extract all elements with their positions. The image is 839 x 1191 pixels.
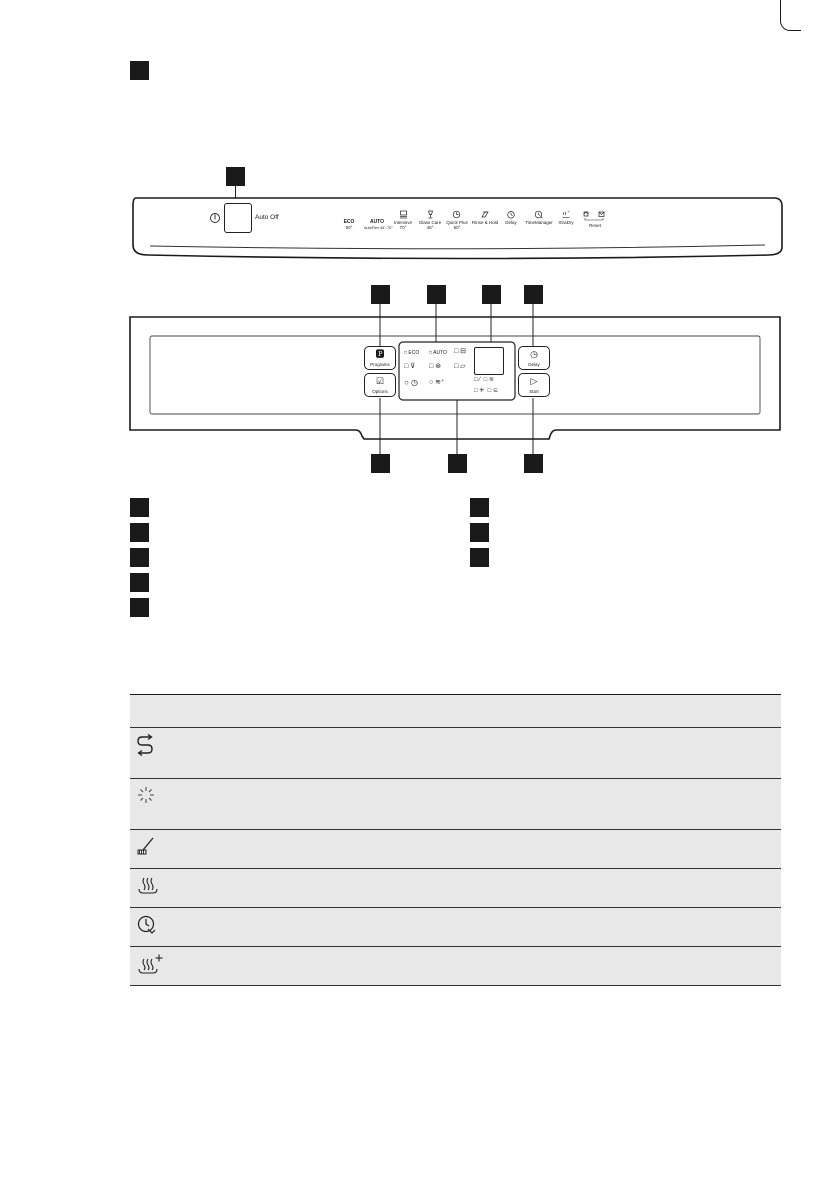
indicator-intensive: □ ⊟ — [454, 348, 467, 355]
start-button[interactable]: ▷ Start — [518, 373, 550, 397]
legend-marker-1 — [130, 498, 149, 517]
indicator-salt: □ ⁄ □ ≋ — [474, 377, 494, 383]
indicator-eco: □ ECO — [404, 350, 420, 356]
xtra-dry-icon — [136, 953, 164, 975]
programs-button[interactable]: 🅿︎ Programs — [364, 346, 396, 370]
table-header-row — [130, 695, 781, 728]
legend-marker-5 — [130, 598, 149, 617]
delay-button[interactable]: ◷ Delay — [518, 346, 550, 370]
program-rinse-hold[interactable]: Rinse & Hold — [470, 210, 500, 225]
lower-panel-outline — [0, 0, 839, 480]
programs-icon: 🅿︎ — [375, 349, 385, 359]
rinse-aid-icon — [136, 785, 156, 805]
indicator-glass: □ ⊽ — [404, 363, 416, 370]
brush-icon — [136, 836, 156, 856]
table-row — [130, 830, 781, 869]
callout-marker-indicator-area — [448, 454, 467, 473]
auto-off-label: Auto Off — [255, 214, 279, 221]
time-manager-icon — [136, 914, 158, 936]
indicator-rinse-aid: □ ✳ □ ⊆ — [474, 388, 498, 394]
indicator-rinse: □ ▱ — [454, 363, 466, 370]
delay-control[interactable]: Delay — [500, 210, 522, 225]
legend-marker-3 — [130, 548, 149, 567]
drying-icon — [136, 875, 160, 895]
options-icon: ☑ — [375, 376, 385, 386]
indicator-time-manager: ○ ◷ — [404, 378, 419, 387]
program-glass-care[interactable]: Glass Care 45° — [417, 210, 443, 230]
callout-marker-start — [524, 454, 543, 473]
program-auto[interactable]: AUTO AutoFlex 45°-70° — [364, 219, 393, 230]
legend-marker-4 — [130, 573, 149, 592]
callout-marker-options — [371, 454, 390, 473]
table-row — [130, 779, 781, 830]
program-intensive[interactable]: Intensive 70° — [391, 210, 415, 230]
start-icon: ▷ — [530, 376, 538, 386]
display-screen — [474, 347, 504, 375]
indicator-quick: □ ⊛ — [429, 363, 442, 370]
table-row — [130, 728, 781, 779]
legend-marker-8 — [470, 548, 489, 567]
delay-button-icon: ◷ — [530, 349, 538, 359]
program-eco[interactable]: ECO 50° — [343, 219, 355, 230]
indicator-xtra-dry: ○ ≋⁺ — [429, 379, 445, 386]
svg-text:+: + — [567, 210, 570, 214]
table-row — [130, 908, 781, 947]
table-row — [130, 947, 781, 986]
time-manager-control[interactable]: TimeManager — [523, 210, 555, 225]
table-row — [130, 869, 781, 908]
options-button[interactable]: ☑ Options — [364, 373, 396, 397]
reset-control[interactable]: Reset — [578, 210, 612, 228]
legend-marker-6 — [470, 498, 489, 517]
indicator-table — [130, 694, 781, 986]
xtra-dry-control[interactable]: + XtraDry — [558, 210, 574, 225]
program-quick-plus[interactable]: Quick Plus 60° — [443, 210, 471, 230]
legend-marker-2 — [130, 523, 149, 542]
machine-care-icon — [136, 734, 156, 756]
indicator-auto: □ AUTO — [429, 350, 447, 356]
legend-marker-7 — [470, 523, 489, 542]
